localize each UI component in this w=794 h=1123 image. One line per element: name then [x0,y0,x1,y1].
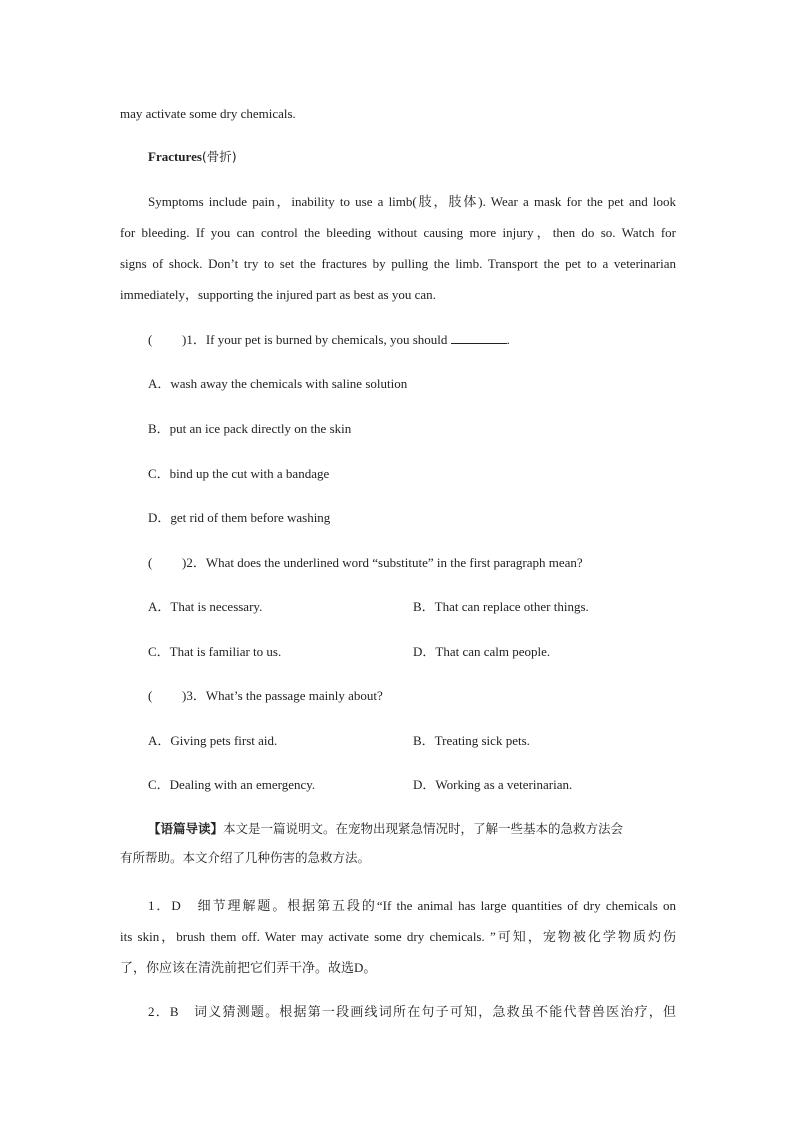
question-1-stem: )1．If your pet is burned by chemicals, you should [182,332,448,347]
answer-paren-open: ( [148,332,153,347]
paragraph-line-2: for bleeding. If you can control the bleeding without causing more injury，then do so. Watch for [120,225,676,240]
guide-text-1: 本文是一篇说明文。在宠物出现紧急情况时，了解一些基本的急救方法会 [223,821,624,836]
q2-option-a: A．That is necessary. [148,599,263,614]
heading-english: Fractures [148,149,202,164]
q2-options-row-2 [148,645,704,658]
q1-option-d: D．get rid of them before washing [148,510,331,525]
answer-2-line-1: 2．B 词义猜测题。根据第一段画线词所在句子可知，急救虽不能代替兽医治疗，但 [148,1004,676,1019]
q2-option-b: B．That can replace other things. [413,599,589,614]
question-1-end: . [506,332,510,347]
question-2-stem: )2．What does the underlined word “substitute” in the first paragraph mean? [182,555,583,570]
answer-1-line-3: 了，你应该在清洗前把它们弄干净。故选D。 [120,960,377,975]
answer-paren-open: ( [148,555,153,570]
q3-option-d: D．Working as a veterinarian. [413,777,573,792]
answer-blank[interactable] [451,333,507,344]
passage-continuation-line: may activate some dry chemicals. [120,106,296,121]
q3-option-b: B．Treating sick pets. [413,733,530,748]
section-heading [148,150,704,164]
q3-options-row-2 [148,778,704,791]
answer-paren-open: ( [148,688,153,703]
question-3-stem: )3．What’s the passage mainly about? [182,688,383,703]
question-3 [148,689,704,702]
paragraph-line-3: signs of shock. Don’t try to set the fractures by pulling the limb. Transport the pet to a veterinarian [120,256,676,271]
paragraph-line-4: immediately，supporting the injured part as best as you can. [120,287,436,302]
q3-option-c: C．Dealing with an emergency. [148,777,316,792]
q2-options-row-1 [148,600,704,613]
passage-guide-line-2: 有所帮助。本文介绍了几种伤害的急救方法。 [120,850,371,865]
q2-option-d: D．That can calm people. [413,644,551,659]
q1-option-b: B．put an ice pack directly on the skin [148,421,352,436]
q1-option-a: A．wash away the chemicals with saline solution [148,376,408,391]
answer-1-line-1: 1．D 细节理解题。根据第五段的“If the animal has large quantities of dry chemicals on [148,898,676,913]
answer-1-line-2: its skin，brush them off. Water may activate some dry chemicals. ”可知，宠物被化学物质灼伤 [120,929,676,944]
heading-chinese: (骨折) [201,149,237,164]
question-1 [148,333,704,346]
passage-guide-line-1 [148,823,704,836]
q1-option-c: C．bind up the cut with a bandage [148,466,330,481]
q2-option-c: C．That is familiar to us. [148,644,282,659]
guide-label: 【语篇导读】 [148,821,224,836]
q3-options-row-1 [148,734,704,747]
paragraph-line-1: Symptoms include pain，inability to use a limb(肢，肢体). Wear a mask for the pet and look [148,194,676,209]
question-2 [148,556,704,569]
q3-option-a: A．Giving pets first aid. [148,733,278,748]
